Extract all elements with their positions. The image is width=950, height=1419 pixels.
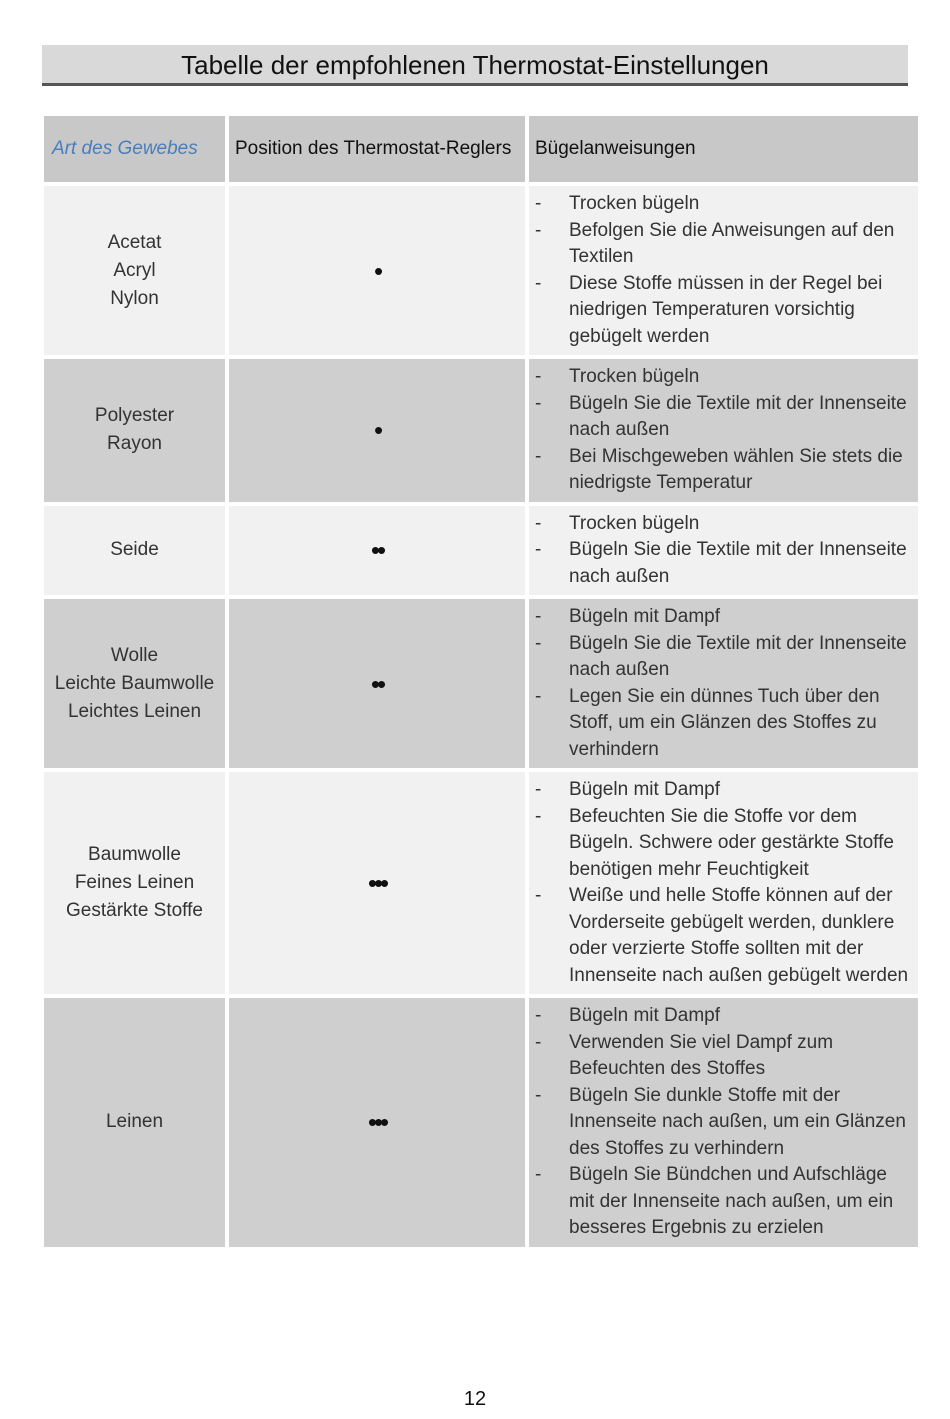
- fabric-name: Gestärkte Stoffe: [66, 900, 203, 921]
- instruction-item: - Bügeln Sie die Textile mit der Innenseite nach außen: [533, 537, 914, 590]
- fabric-name: Leichtes Leinen: [67, 700, 202, 722]
- fabric-name: Rayon: [107, 433, 162, 455]
- instruction-item: - Trocken bügeln: [533, 191, 914, 218]
- instruction-list: [533, 364, 914, 497]
- fabric-name: Acryl: [113, 259, 156, 281]
- instructions-cell: [529, 186, 918, 355]
- instruction-list: [533, 1003, 914, 1242]
- instructions-cell: [529, 506, 918, 596]
- instructions-cell: [529, 772, 918, 994]
- thermostat-dots: ••: [229, 506, 525, 596]
- instructions-cell: [529, 998, 918, 1247]
- table-row: [44, 599, 918, 768]
- instruction-item: - Bügeln mit Dampf: [533, 604, 914, 631]
- instruction-item: - Bügeln Sie dunkle Stoffe mit der Innenseite nach außen, um ein Glänzen des Stoffes zu verhindern: [533, 1083, 914, 1163]
- fabric-name: Nylon: [110, 287, 159, 309]
- fabric-name: Leichte Baumwolle: [54, 672, 215, 694]
- page-number: 12: [463, 1388, 487, 1410]
- fabric-name: Seide: [110, 539, 159, 561]
- table-row: [44, 359, 918, 502]
- instruction-item: - Bügeln Sie die Textile mit der Innenseite nach außen: [533, 631, 914, 684]
- instruction-item: - Legen Sie ein dünnes Tuch über den Stoff, um ein Glänzen des Stoffes zu verhindern: [533, 684, 914, 764]
- table-row: [44, 772, 918, 994]
- instruction-item: - Befeuchten Sie die Stoffe vor dem Bügeln. Schwere oder gestärkte Stoffe benötigen mehr Feuchtigkeit: [533, 804, 914, 884]
- instruction-list: [533, 777, 914, 989]
- instruction-item: - Befolgen Sie die Anweisungen auf den Textilen: [533, 218, 914, 271]
- instruction-item: - Bügeln mit Dampf: [533, 777, 914, 804]
- fabric-cell: [44, 599, 225, 768]
- header-fabric-type: Art des Gewebes: [44, 116, 225, 182]
- fabric-name: Polyester: [94, 405, 175, 427]
- fabric-name: Leinen: [105, 1111, 164, 1133]
- instruction-item: - Bügeln Sie die Textile mit der Innenseite nach außen: [533, 391, 914, 444]
- page-title: Tabelle der empfohlenen Thermostat-Einstellungen: [42, 45, 908, 86]
- fabric-cell: [44, 186, 225, 355]
- fabric-name: Feines Leinen: [74, 872, 195, 893]
- instruction-item: - Trocken bügeln: [533, 364, 914, 391]
- thermostat-settings-table: [40, 112, 922, 1251]
- instruction-item: - Bügeln mit Dampf: [533, 1003, 914, 1030]
- instructions-cell: [529, 359, 918, 502]
- thermostat-dots: •••: [229, 998, 525, 1247]
- instruction-item: - Bei Mischgeweben wählen Sie stets die niedrigste Temperatur: [533, 444, 914, 497]
- instruction-item: - Bügeln Sie Bündchen und Aufschläge mit der Innenseite nach außen, um ein besseres Ergebnis zu erzielen: [533, 1162, 914, 1242]
- table-header-row: [44, 116, 918, 182]
- instruction-list: [533, 511, 914, 591]
- fabric-cell: [44, 998, 225, 1247]
- fabric-name: Wolle: [110, 644, 159, 666]
- instructions-cell: [529, 599, 918, 768]
- thermostat-dots: •: [229, 359, 525, 502]
- header-ironing-instructions: Bügelanweisungen: [529, 116, 918, 182]
- instruction-item: - Trocken bügeln: [533, 511, 914, 538]
- fabric-name: Baumwolle: [88, 844, 181, 865]
- thermostat-dots: •: [229, 186, 525, 355]
- thermostat-dots: ••: [229, 599, 525, 768]
- fabric-cell: [44, 772, 225, 994]
- table-row: [44, 998, 918, 1247]
- thermostat-dots: •••: [229, 772, 525, 994]
- table-body: [44, 186, 918, 1247]
- instruction-list: [533, 604, 914, 763]
- instruction-item: - Weiße und helle Stoffe können auf der Vorderseite gebügelt werden, dunklere oder verzierte Stoffe sollten mit der Innenseite nach außen gebügelt werden: [533, 883, 914, 989]
- fabric-name: Acetat: [107, 231, 162, 253]
- table-row: [44, 186, 918, 355]
- table-row: [44, 506, 918, 596]
- fabric-cell: [44, 359, 225, 502]
- header-thermostat-position: Position des Thermostat-Reglers: [229, 116, 525, 182]
- instruction-item: - Diese Stoffe müssen in der Regel bei niedrigen Temperaturen vorsichtig gebügelt werden: [533, 271, 914, 351]
- instruction-item: - Verwenden Sie viel Dampf zum Befeuchten des Stoffes: [533, 1030, 914, 1083]
- fabric-cell: [44, 506, 225, 596]
- instruction-list: [533, 191, 914, 350]
